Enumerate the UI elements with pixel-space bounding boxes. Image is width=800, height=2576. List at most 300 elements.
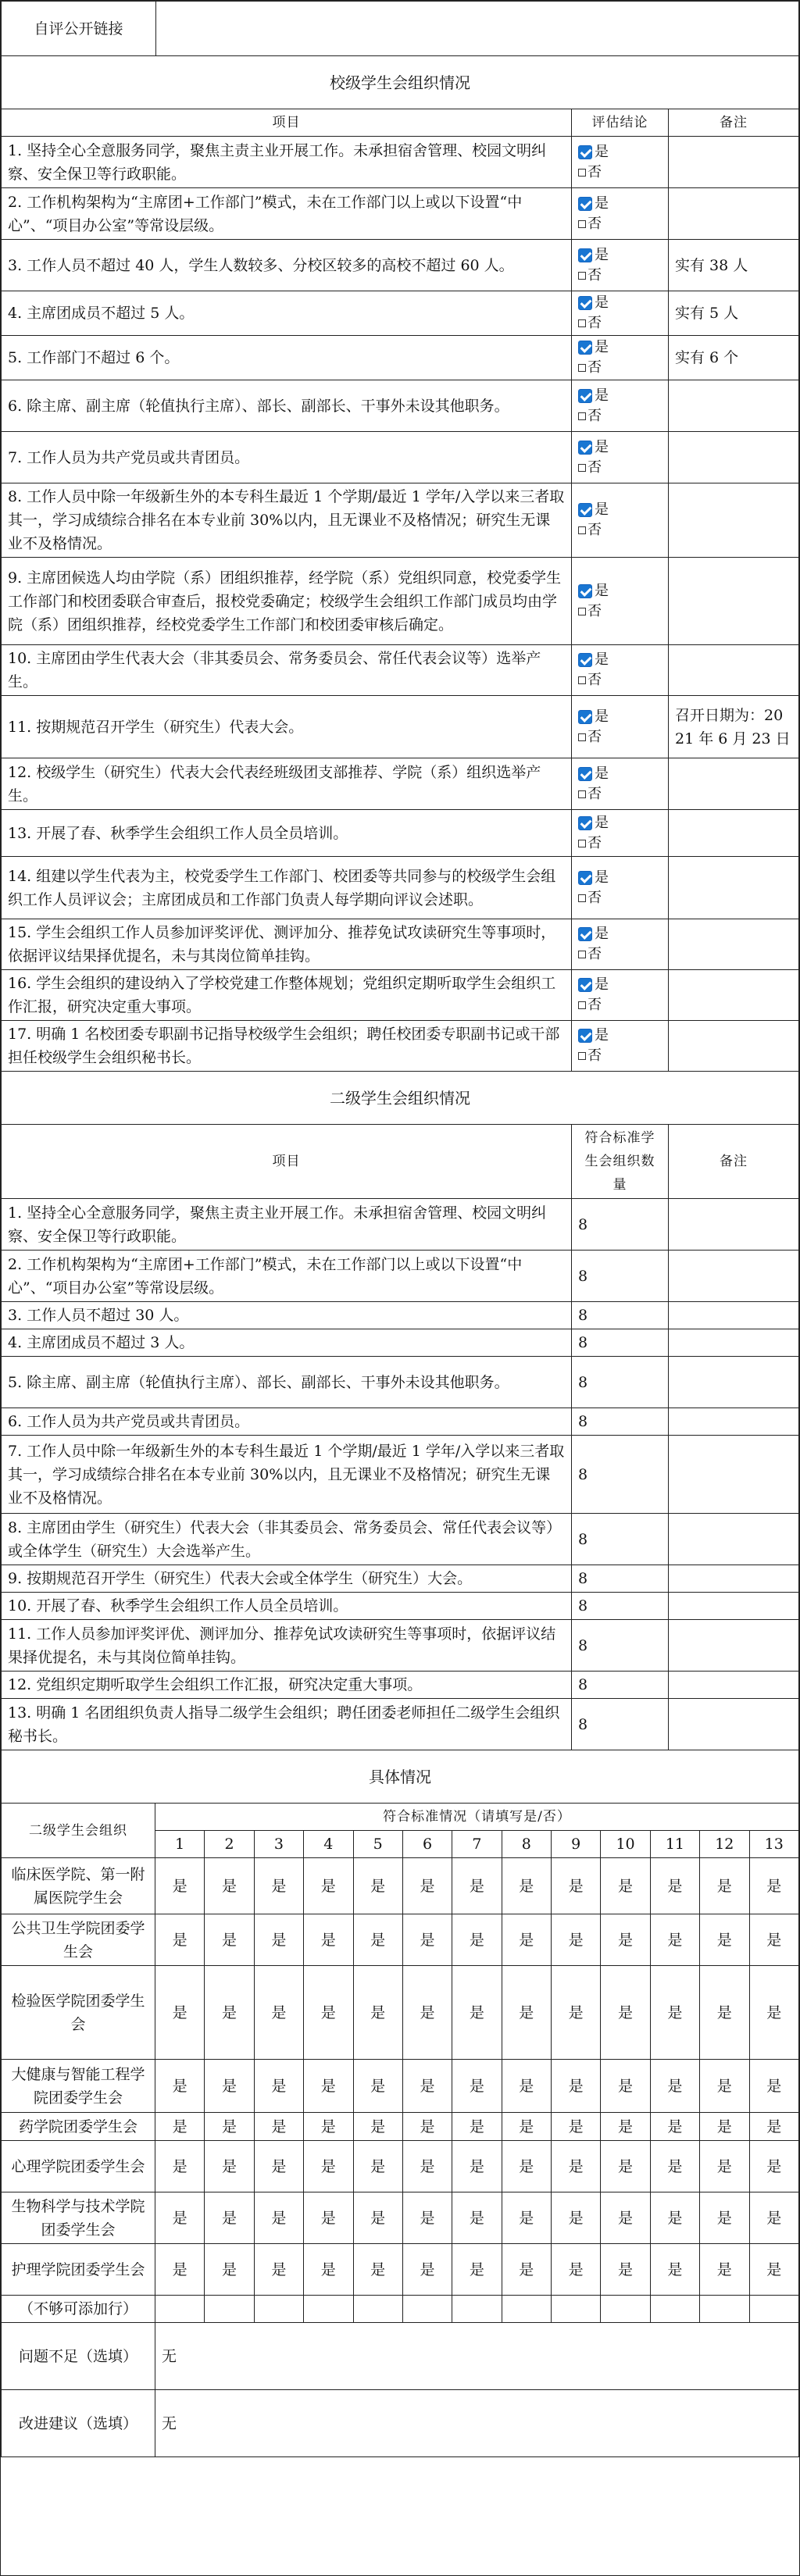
checked-box-icon[interactable] — [578, 145, 592, 159]
standard-value[interactable]: 是 — [452, 1914, 502, 1966]
yes-option[interactable] — [578, 337, 662, 358]
unchecked-box-icon[interactable] — [578, 464, 586, 472]
standard-value[interactable]: 是 — [155, 2113, 205, 2141]
standard-value[interactable] — [452, 2296, 502, 2323]
detail-row — [2, 2113, 799, 2141]
standard-value[interactable]: 是 — [700, 1966, 749, 2060]
standard-value[interactable]: 是 — [402, 2244, 452, 2296]
school-eval-cell — [572, 291, 669, 336]
issues-value[interactable]: 无 — [155, 2323, 799, 2390]
college-count: 8 — [572, 1302, 669, 1329]
standard-value[interactable]: 是 — [353, 1914, 402, 1966]
standard-value[interactable]: 是 — [205, 1914, 254, 1966]
no-option[interactable] — [578, 1046, 662, 1066]
standard-value[interactable]: 是 — [502, 2060, 551, 2113]
standard-number: 8 — [502, 1831, 551, 1858]
yes-label: 是 — [595, 339, 609, 355]
no-option[interactable] — [578, 727, 662, 747]
standard-value[interactable]: 是 — [254, 2113, 303, 2141]
detail-row — [2, 1914, 799, 1966]
school-note — [669, 810, 799, 857]
no-option[interactable] — [578, 601, 662, 622]
unchecked-box-icon[interactable] — [578, 608, 586, 615]
standard-value[interactable]: 是 — [205, 2141, 254, 2192]
college-count: 8 — [572, 1565, 669, 1593]
school-eval-cell — [572, 857, 669, 919]
standard-value[interactable]: 是 — [353, 2192, 402, 2244]
yes-label: 是 — [595, 708, 609, 725]
standard-value[interactable]: 是 — [502, 2192, 551, 2244]
standard-value[interactable]: 是 — [155, 2244, 205, 2296]
standard-value[interactable]: 是 — [601, 1966, 650, 2060]
standard-value[interactable]: 是 — [650, 2244, 699, 2296]
standard-value[interactable]: 是 — [155, 2141, 205, 2192]
standard-value[interactable]: 是 — [254, 1914, 303, 1966]
standard-value[interactable]: 是 — [601, 2113, 650, 2141]
college-item-text: 8. 主席团由学生（研究生）代表大会（非其委员会、常务委员会、常任代表会议等）或全体学生（研究生）大会选举产生。 — [2, 1514, 572, 1565]
unchecked-box-icon[interactable] — [578, 220, 586, 228]
checked-box-icon[interactable] — [578, 816, 592, 830]
standard-value[interactable]: 是 — [552, 2141, 601, 2192]
checked-box-icon[interactable] — [578, 296, 592, 310]
yes-option[interactable] — [578, 142, 662, 162]
school-item-text: 5. 工作部门不超过 6 个。 — [2, 336, 572, 380]
standard-value[interactable] — [700, 2296, 749, 2323]
standard-value[interactable]: 是 — [205, 1858, 254, 1914]
standard-value[interactable]: 是 — [502, 1966, 551, 2060]
standard-value[interactable]: 是 — [304, 1858, 353, 1914]
standard-value[interactable]: 是 — [452, 1858, 502, 1914]
school-item-text: 1. 坚持全心全意服务同学，聚焦主责主业开展工作。未承担宿舍管理、校园文明纠察、安全保卫等行政职能。 — [2, 137, 572, 188]
standard-value[interactable]: 是 — [700, 2113, 749, 2141]
standard-value[interactable]: 是 — [353, 1858, 402, 1914]
no-option[interactable] — [578, 358, 662, 378]
college-row — [2, 1251, 799, 1302]
no-label: 否 — [588, 315, 602, 331]
standard-value[interactable]: 是 — [402, 2060, 452, 2113]
college-row — [2, 1672, 799, 1699]
standard-value[interactable]: 是 — [601, 1858, 650, 1914]
standard-value[interactable]: 是 — [749, 2060, 799, 2113]
standard-value[interactable]: 是 — [502, 2113, 551, 2141]
standard-value[interactable]: 是 — [304, 1966, 353, 2060]
standard-value[interactable]: 是 — [353, 2060, 402, 2113]
standard-value[interactable]: 是 — [155, 1966, 205, 2060]
unchecked-box-icon[interactable] — [578, 894, 586, 902]
standard-value[interactable]: 是 — [700, 1858, 749, 1914]
checked-box-icon[interactable] — [578, 653, 592, 667]
yes-option[interactable] — [578, 650, 662, 670]
standard-value[interactable] — [601, 2296, 650, 2323]
standard-value[interactable]: 是 — [552, 1966, 601, 2060]
school-item-text: 9. 主席团候选人均由学院（系）团组织推荐，经学院（系）党组织同意，校党委学生工作部门和校团委联合审查后，报校党委确定；校级学生会组织工作部门成员均由学院（系）团组织推荐，经校党委学生工作部门和校团委审核后确定。 — [2, 558, 572, 645]
college-col-item: 项目 — [2, 1125, 572, 1199]
standard-value[interactable]: 是 — [353, 1966, 402, 2060]
yes-label: 是 — [595, 765, 609, 782]
standard-value[interactable]: 是 — [304, 2192, 353, 2244]
school-row — [2, 291, 799, 336]
org-name: 临床医学院、第一附属医院学生会 — [2, 1858, 155, 1914]
no-option[interactable] — [578, 833, 662, 854]
checked-box-icon[interactable] — [578, 503, 592, 517]
yes-option[interactable] — [578, 194, 662, 214]
checked-box-icon[interactable] — [578, 248, 592, 262]
detail-row — [2, 2244, 799, 2296]
school-eval-cell — [572, 810, 669, 857]
yes-option[interactable] — [578, 581, 662, 601]
standard-number: 9 — [552, 1831, 601, 1858]
standard-value[interactable]: 是 — [749, 2244, 799, 2296]
standard-value[interactable]: 是 — [552, 2113, 601, 2141]
detail-row — [2, 1858, 799, 1914]
standard-value[interactable] — [502, 2296, 551, 2323]
school-note — [669, 919, 799, 970]
standard-value[interactable]: 是 — [353, 2141, 402, 2192]
unchecked-box-icon[interactable] — [578, 319, 586, 327]
standard-value[interactable]: 是 — [254, 1858, 303, 1914]
standard-value[interactable]: 是 — [749, 2141, 799, 2192]
college-note — [669, 1329, 799, 1357]
school-eval-cell — [572, 696, 669, 758]
standard-value[interactable]: 是 — [650, 2060, 699, 2113]
college-row — [2, 1699, 799, 1750]
checked-box-icon[interactable] — [578, 584, 592, 598]
standard-value[interactable]: 是 — [353, 2113, 402, 2141]
no-option[interactable] — [578, 214, 662, 234]
no-label: 否 — [588, 728, 602, 745]
detail-row — [2, 2141, 799, 2192]
suggestions-label: 改进建议（选填） — [2, 2390, 155, 2457]
standard-value[interactable]: 是 — [502, 1858, 551, 1914]
college-note — [669, 1672, 799, 1699]
standard-value[interactable]: 是 — [601, 2060, 650, 2113]
unchecked-box-icon[interactable] — [578, 790, 586, 798]
standard-value[interactable]: 是 — [552, 2060, 601, 2113]
standard-value[interactable]: 是 — [601, 1914, 650, 1966]
org-name: 大健康与智能工程学院团委学生会 — [2, 2060, 155, 2113]
school-note — [669, 483, 799, 558]
no-option[interactable] — [578, 406, 662, 426]
college-count: 8 — [572, 1251, 669, 1302]
unchecked-box-icon[interactable] — [578, 676, 586, 684]
college-row — [2, 1514, 799, 1565]
standard-value[interactable]: 是 — [402, 2113, 452, 2141]
standard-value[interactable] — [353, 2296, 402, 2323]
college-col-count: 符合标准学生会组织数量 — [572, 1125, 669, 1199]
school-row — [2, 696, 799, 758]
yes-option[interactable] — [578, 868, 662, 888]
standard-value[interactable]: 是 — [650, 1966, 699, 2060]
unchecked-box-icon[interactable] — [578, 1052, 586, 1060]
unchecked-box-icon[interactable] — [578, 840, 586, 847]
college-count: 8 — [572, 1436, 669, 1514]
no-label: 否 — [588, 997, 602, 1013]
standard-value[interactable]: 是 — [749, 2113, 799, 2141]
standard-value[interactable]: 是 — [749, 1914, 799, 1966]
standard-value[interactable] — [552, 2296, 601, 2323]
no-option[interactable] — [578, 670, 662, 690]
standard-value[interactable]: 是 — [402, 2141, 452, 2192]
standard-value[interactable]: 是 — [353, 2244, 402, 2296]
standard-value[interactable]: 是 — [650, 1858, 699, 1914]
standard-value[interactable]: 是 — [155, 2192, 205, 2244]
standard-value[interactable]: 是 — [700, 2244, 749, 2296]
standard-value[interactable]: 是 — [452, 2244, 502, 2296]
org-name: 检验医学院团委学生会 — [2, 1966, 155, 2060]
no-option[interactable] — [578, 313, 662, 334]
checked-box-icon[interactable] — [578, 389, 592, 403]
yes-option[interactable] — [578, 975, 662, 995]
school-eval-cell — [572, 336, 669, 380]
suggestions-value[interactable]: 无 — [155, 2390, 799, 2457]
college-row — [2, 1408, 799, 1436]
standard-value[interactable]: 是 — [700, 2060, 749, 2113]
school-row — [2, 240, 799, 291]
standard-value[interactable]: 是 — [402, 2192, 452, 2244]
yes-option[interactable] — [578, 924, 662, 944]
yes-label: 是 — [595, 976, 609, 993]
standard-value[interactable]: 是 — [254, 2141, 303, 2192]
feedback-table — [1, 2322, 799, 2457]
school-eval-cell — [572, 240, 669, 291]
standard-value[interactable]: 是 — [402, 1858, 452, 1914]
yes-option[interactable] — [578, 386, 662, 406]
standard-value[interactable]: 是 — [601, 2141, 650, 2192]
standard-value[interactable] — [402, 2296, 452, 2323]
standard-number: 11 — [650, 1831, 699, 1858]
yes-option[interactable] — [578, 707, 662, 727]
standard-value[interactable]: 是 — [254, 2192, 303, 2244]
yes-option[interactable] — [578, 293, 662, 313]
standard-value[interactable] — [650, 2296, 699, 2323]
standard-value[interactable]: 是 — [650, 1914, 699, 1966]
standard-value[interactable]: 是 — [304, 2060, 353, 2113]
standard-value[interactable]: 是 — [205, 2244, 254, 2296]
standard-value[interactable]: 是 — [254, 2244, 303, 2296]
no-option[interactable] — [578, 944, 662, 965]
standard-value[interactable]: 是 — [304, 1914, 353, 1966]
yes-option[interactable] — [578, 813, 662, 833]
no-label: 否 — [588, 1047, 602, 1064]
no-option[interactable] — [578, 458, 662, 478]
checked-box-icon[interactable] — [578, 978, 592, 992]
school-eval-cell — [572, 970, 669, 1021]
checked-box-icon[interactable] — [578, 927, 592, 941]
checked-box-icon[interactable] — [578, 710, 592, 724]
yes-option[interactable] — [578, 437, 662, 458]
checked-box-icon[interactable] — [578, 767, 592, 781]
standard-value[interactable]: 是 — [700, 2192, 749, 2244]
standard-value[interactable]: 是 — [205, 2113, 254, 2141]
standard-number: 2 — [205, 1831, 254, 1858]
school-row — [2, 970, 799, 1021]
college-item-text: 5. 除主席、副主席（轮值执行主席）、部长、副部长、干事外未设其他职务。 — [2, 1357, 572, 1408]
no-option[interactable] — [578, 520, 662, 541]
checked-box-icon[interactable] — [578, 1029, 592, 1043]
standard-value[interactable]: 是 — [749, 1966, 799, 2060]
standard-value[interactable]: 是 — [552, 2244, 601, 2296]
checked-box-icon[interactable] — [578, 341, 592, 355]
unchecked-box-icon[interactable] — [578, 526, 586, 534]
college-note — [669, 1251, 799, 1302]
unchecked-box-icon[interactable] — [578, 1001, 586, 1009]
standard-value[interactable]: 是 — [601, 2192, 650, 2244]
standard-value[interactable]: 是 — [452, 2141, 502, 2192]
unchecked-box-icon[interactable] — [578, 364, 586, 372]
college-row — [2, 1302, 799, 1329]
standard-value[interactable]: 是 — [502, 1914, 551, 1966]
school-item-text: 17. 明确 1 名校团委专职副书记指导校级学生会组织；聘任校团委专职副书记或干部担任校级学生会组织秘书长。 — [2, 1021, 572, 1072]
school-eval-cell — [572, 758, 669, 810]
public-link-value[interactable] — [156, 2, 799, 56]
unchecked-box-icon[interactable] — [578, 733, 586, 741]
standard-value[interactable]: 是 — [452, 1966, 502, 2060]
school-note — [669, 758, 799, 810]
no-option[interactable] — [578, 784, 662, 805]
standard-value[interactable]: 是 — [749, 2192, 799, 2244]
standard-number: 12 — [700, 1831, 749, 1858]
standard-value[interactable]: 是 — [552, 1858, 601, 1914]
standard-value[interactable]: 是 — [304, 2113, 353, 2141]
yes-label: 是 — [595, 143, 609, 160]
no-label: 否 — [588, 266, 602, 284]
unchecked-box-icon[interactable] — [578, 412, 586, 420]
unchecked-box-icon[interactable] — [578, 951, 586, 958]
school-item-text: 3. 工作人员不超过 40 人，学生人数较多、分校区较多的高校不超过 60 人。 — [2, 240, 572, 291]
school-item-text: 7. 工作人员为共产党员或共青团员。 — [2, 432, 572, 483]
college-item-text: 6. 工作人员为共产党员或共青团员。 — [2, 1408, 572, 1436]
standard-value[interactable]: 是 — [254, 2060, 303, 2113]
yes-label: 是 — [595, 387, 609, 404]
standard-value[interactable]: 是 — [155, 2060, 205, 2113]
school-col-eval: 评估结论 — [572, 109, 669, 137]
yes-option[interactable] — [578, 245, 662, 266]
unchecked-box-icon[interactable] — [578, 169, 586, 177]
no-label: 否 — [588, 407, 602, 424]
standard-value[interactable]: 是 — [402, 1966, 452, 2060]
no-option[interactable] — [578, 162, 662, 183]
school-eval-cell — [572, 558, 669, 645]
standard-value[interactable]: 是 — [155, 1858, 205, 1914]
school-item-text: 14. 组建以学生代表为主，校党委学生工作部门、校团委等共同参与的校级学生会组织工作人员评议会；主席团成员和工作部门负责人每学期向评议会述职。 — [2, 857, 572, 919]
school-note — [669, 188, 799, 240]
school-item-text: 6. 除主席、副主席（轮值执行主席）、部长、副部长、干事外未设其他职务。 — [2, 380, 572, 432]
detail-col-standard: 符合标准情况（请填写是/否） — [155, 1804, 799, 1831]
school-item-text: 10. 主席团由学生代表大会（非其委员会、常务委员会、常任代表会议等）选举产生。 — [2, 645, 572, 696]
checked-box-icon[interactable] — [578, 197, 592, 211]
yes-label: 是 — [595, 926, 609, 942]
org-name: 心理学院团委学生会 — [2, 2141, 155, 2192]
college-note — [669, 1699, 799, 1750]
school-note — [669, 432, 799, 483]
yes-label: 是 — [595, 438, 609, 455]
org-name: 护理学院团委学生会 — [2, 2244, 155, 2296]
standard-value[interactable]: 是 — [650, 2141, 699, 2192]
college-row — [2, 1593, 799, 1620]
detail-table — [1, 1750, 799, 2323]
yes-option[interactable] — [578, 1026, 662, 1046]
standard-value[interactable] — [254, 2296, 303, 2323]
school-row — [2, 810, 799, 857]
standard-number: 6 — [402, 1831, 452, 1858]
standard-value[interactable]: 是 — [402, 1914, 452, 1966]
standard-value[interactable]: 是 — [205, 2060, 254, 2113]
no-label: 否 — [588, 834, 602, 851]
college-note — [669, 1408, 799, 1436]
no-label: 否 — [588, 602, 602, 619]
school-row — [2, 645, 799, 696]
standard-value[interactable]: 是 — [650, 2192, 699, 2244]
standard-value[interactable]: 是 — [304, 2141, 353, 2192]
school-note — [669, 380, 799, 432]
yes-label: 是 — [595, 294, 609, 311]
standard-value[interactable]: 是 — [155, 1914, 205, 1966]
college-item-text: 1. 坚持全心全意服务同学，聚焦主责主业开展工作。未承担宿舍管理、校园文明纠察、安全保卫等行政职能。 — [2, 1199, 572, 1251]
standard-value[interactable]: 是 — [254, 1966, 303, 2060]
standard-value[interactable]: 是 — [749, 1858, 799, 1914]
org-name: 生物科学与技术学院团委学生会 — [2, 2192, 155, 2244]
unchecked-box-icon[interactable] — [578, 272, 586, 280]
standard-value[interactable]: 是 — [205, 2192, 254, 2244]
standard-value[interactable] — [205, 2296, 254, 2323]
standard-value[interactable]: 是 — [205, 1966, 254, 2060]
no-option[interactable] — [578, 266, 662, 286]
school-row — [2, 380, 799, 432]
standard-value[interactable]: 是 — [601, 2244, 650, 2296]
school-row — [2, 758, 799, 810]
standard-value[interactable]: 是 — [552, 1914, 601, 1966]
yes-label: 是 — [595, 814, 609, 831]
no-option[interactable] — [578, 888, 662, 908]
college-item-text: 9. 按期规范召开学生（研究生）代表大会或全体学生（研究生）大会。 — [2, 1565, 572, 1593]
school-row — [2, 137, 799, 188]
checked-box-icon[interactable] — [578, 871, 592, 885]
college-note — [669, 1514, 799, 1565]
school-item-text: 13. 开展了春、秋季学生会组织工作人员全员培训。 — [2, 810, 572, 857]
school-note: 实有 38 人 — [669, 240, 799, 291]
college-note — [669, 1302, 799, 1329]
standard-value[interactable] — [304, 2296, 353, 2323]
standard-value[interactable]: 是 — [502, 2141, 551, 2192]
college-count: 8 — [572, 1199, 669, 1251]
standard-value[interactable]: 是 — [502, 2244, 551, 2296]
standard-value[interactable]: 是 — [700, 1914, 749, 1966]
no-option[interactable] — [578, 995, 662, 1015]
standard-value[interactable]: 是 — [452, 2113, 502, 2141]
college-count: 8 — [572, 1329, 669, 1357]
standard-value[interactable]: 是 — [304, 2244, 353, 2296]
yes-option[interactable] — [578, 500, 662, 520]
standard-value[interactable]: 是 — [650, 2113, 699, 2141]
yes-option[interactable] — [578, 764, 662, 784]
standard-number: 7 — [452, 1831, 502, 1858]
school-row — [2, 483, 799, 558]
college-note — [669, 1436, 799, 1514]
standard-value[interactable]: 是 — [552, 2192, 601, 2244]
school-row — [2, 188, 799, 240]
school-row — [2, 336, 799, 380]
standard-value[interactable]: 是 — [452, 2192, 502, 2244]
detail-col-org: 二级学生会组织 — [2, 1804, 155, 1858]
standard-value[interactable] — [155, 2296, 205, 2323]
standard-value[interactable]: 是 — [452, 2060, 502, 2113]
checked-box-icon[interactable] — [578, 441, 592, 455]
standard-value[interactable]: 是 — [700, 2141, 749, 2192]
standard-value[interactable] — [749, 2296, 799, 2323]
school-section-title: 校级学生会组织情况 — [2, 56, 799, 109]
school-note — [669, 857, 799, 919]
college-count: 8 — [572, 1408, 669, 1436]
